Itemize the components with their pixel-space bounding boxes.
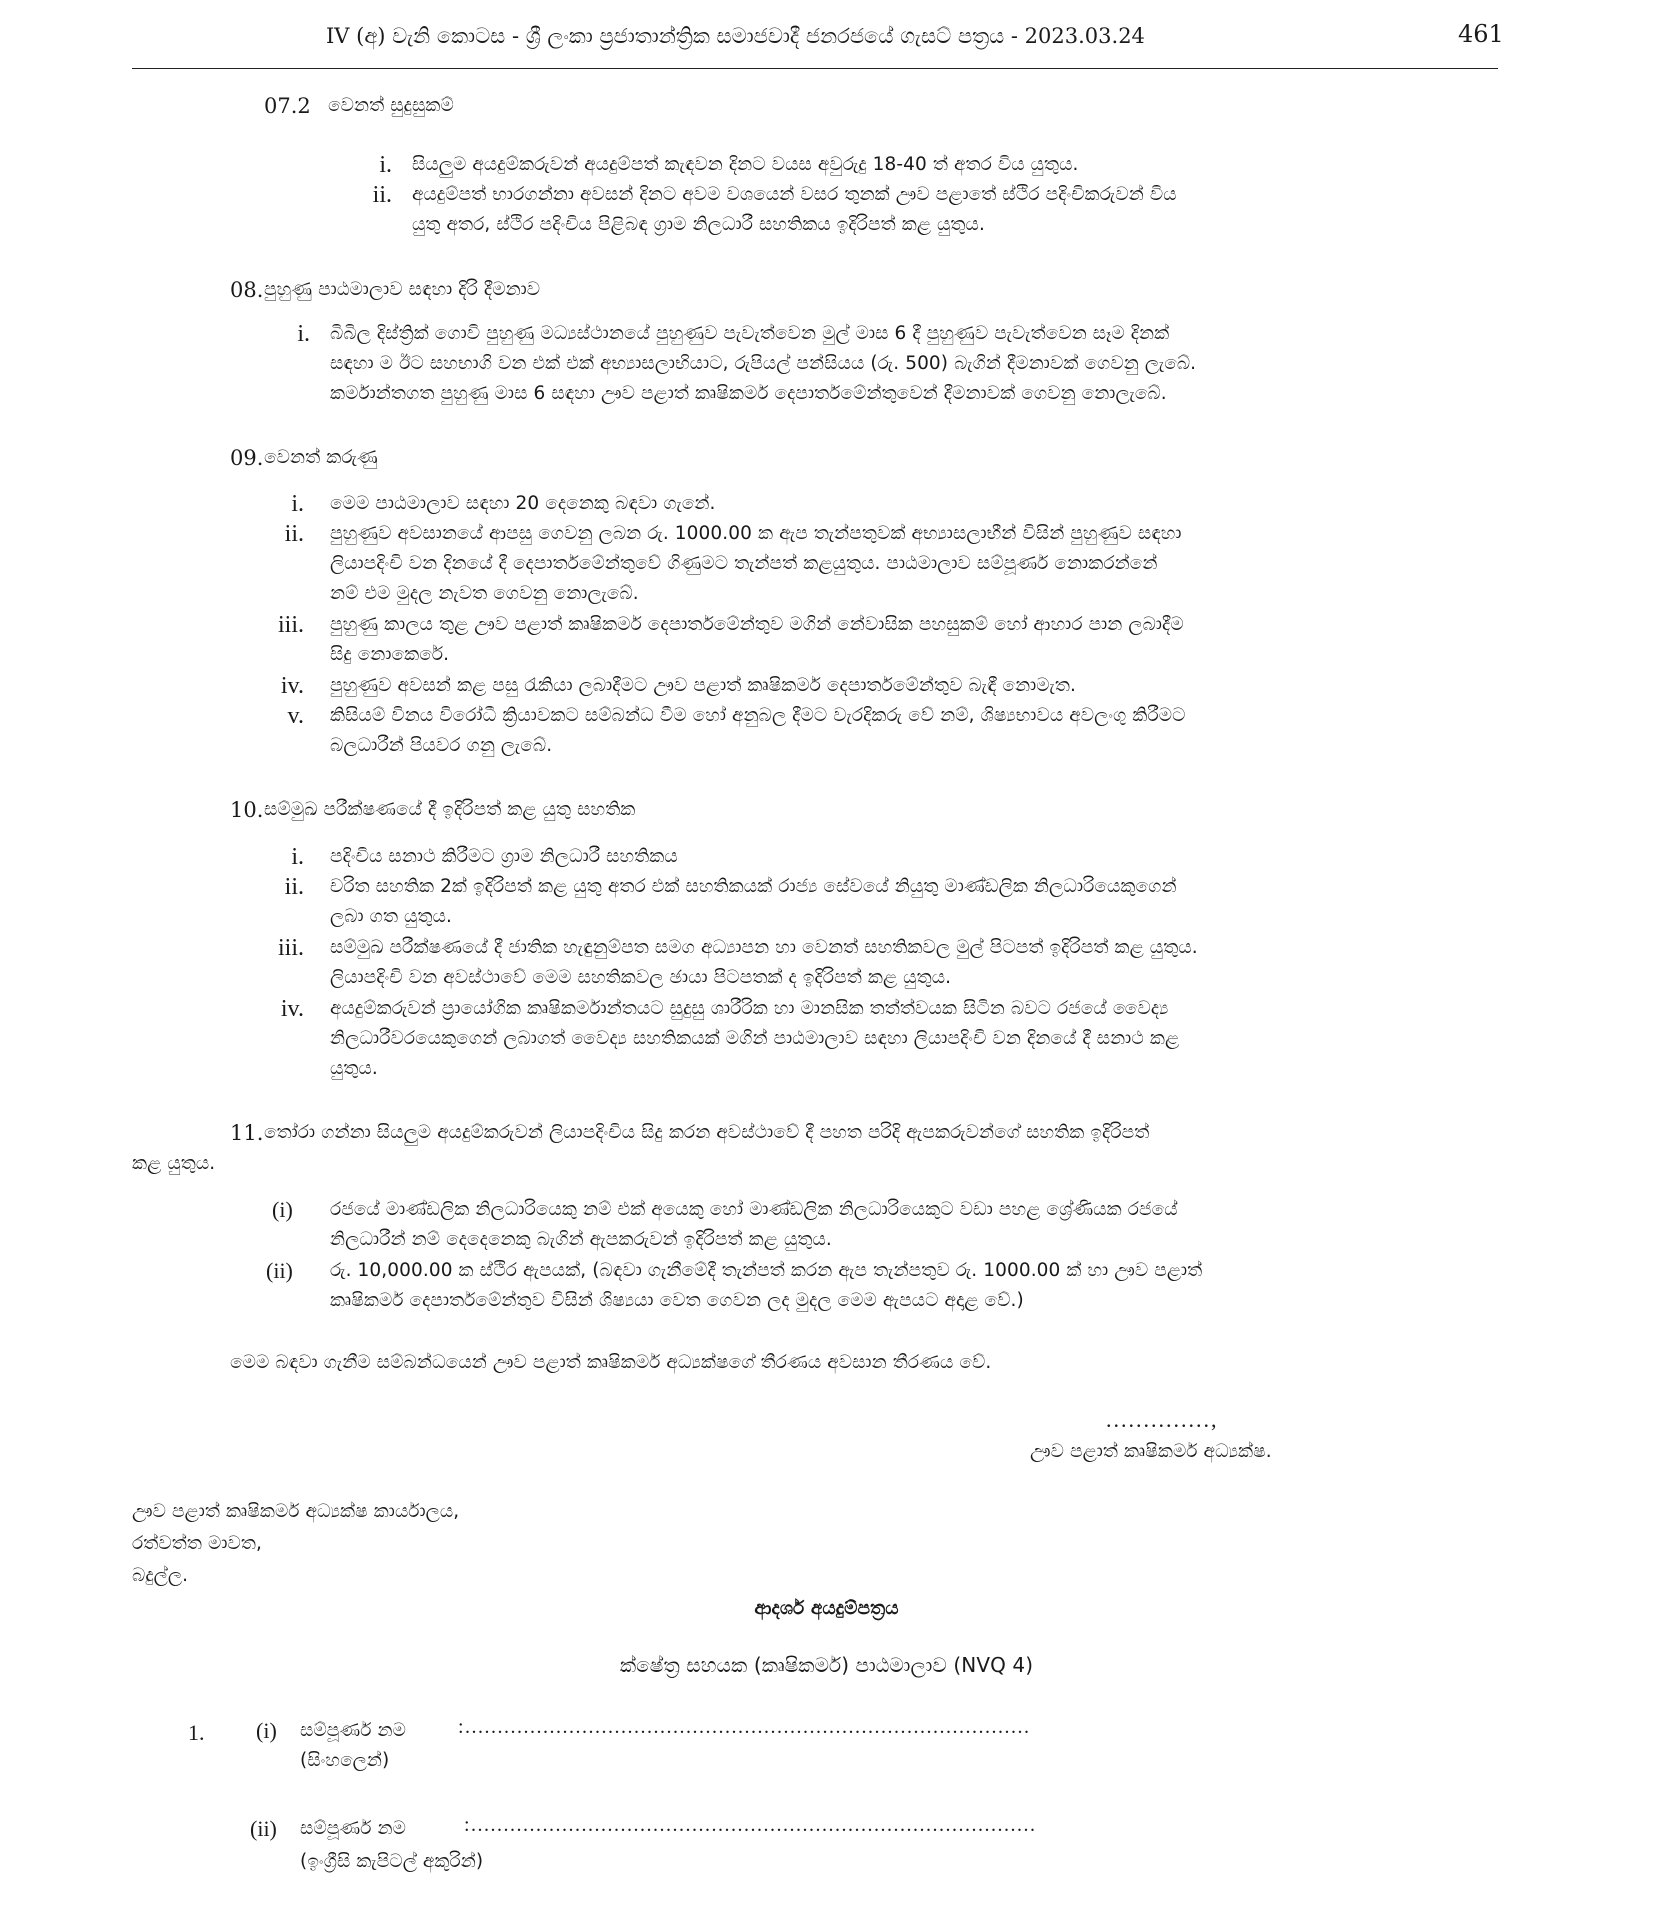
sec-07-2-item-text: යුතු අතර, ස්ථිර පදිංචිය පිළිබඳ ග්‍රාම නිලධාරී සහතිකය ඉදිරිපත් කළ යුතුය. [412, 214, 985, 235]
sec-09-item-text: පුහුණුව අවසන් කළ පසු රැකියා ලබාදීමට ඌව පළාත් කෘෂිකර්ම දෙපාර්තමේන්තුව බැඳී නොමැත. [330, 675, 1076, 696]
sec-11-item-num: (ii) [266, 1258, 293, 1283]
sec-09-item-num: iv. [280, 673, 304, 699]
sec-11-item-num: (i) [272, 1197, 293, 1222]
section-08-heading: පුහුණු පාඨමාලාව සඳහා දිරි දීමනාව [264, 279, 541, 300]
sec-11-item-text: රු. 10,000.00 ක ස්ථිර ඇපයක්, (බඳවා ගැනීමේදී තැන්පත් කරන ඇප තැන්පතුව රු. 1000.00 ක් හා ඌව පළාත් [330, 1260, 1203, 1281]
sec-10-item-text: නිලධාරීවරයෙකුගෙන් ලබාගත් වෛද්‍ය සහතිකයක් මගින් පාඨමාලාව සඳහා ලියාපදිංචි වන දිනයේ දී සනාථ කළ [330, 1028, 1180, 1049]
sec-10-item-num: iii. [277, 935, 304, 961]
sec-08-item-num: i. [297, 321, 310, 347]
closing-statement: මෙම බඳවා ගැනීම සම්බන්ධයෙන් ඌව පළාත් කෘෂිකර්ම අධ්‍යක්ෂගේ තීරණය අවසාන තීරණය වේ. [230, 1352, 992, 1373]
sec-11-item-text: රජයේ මාණ්ඩලික නිලධාරියෙකු නම් එක් අයෙකු හෝ මාණ්ඩලික නිලධාරියෙකුට වඩා පහළ ශ්‍රේණියක රජයේ [330, 1199, 1178, 1220]
sec-10-item-text: ලියාපදිංචි වන අවස්ථාවේ මෙම සහතිකවල ඡායා පිටපතක් ද ඉදිරිපත් කළ යුතුය. [330, 967, 952, 988]
sec-09-item-text: සිදු නොකෙරේ. [330, 644, 450, 665]
sec-08-item-text: සඳහා ම ඊට සහභාගි වන එක් එක් අභ්‍යාසලාභියාට, රුපියල් පන්සියය (රු. 500) බැගින් දීමනාවක් ගෙවනු ලැබේ. [330, 353, 1197, 374]
address-line: ඌව පළාත් කෘෂිකර්ම අධ්‍යක්ෂ කාර්යාලය, [132, 1501, 460, 1522]
full-name-english-field: :....................................................................................... [464, 1814, 1037, 1836]
sec-10-item-num: iv. [280, 996, 304, 1022]
address-line: රත්වත්ත මාවත, [132, 1533, 263, 1554]
full-name-sinhala-hint: (සිංහලෙන්) [300, 1750, 390, 1771]
section-11-number: 11. [230, 1121, 264, 1145]
section-08-number: 08. [230, 278, 264, 302]
sec-10-item-num: i. [291, 844, 304, 870]
sec-07-2-item-num: i. [379, 152, 392, 178]
sec-10-item-text: අයදුම්කරුවන් ප්‍රායෝගික කෘෂිකර්මාන්තයට සුදුසු ශාරීරික හා මානසික තත්ත්වයක සිටින බවට රජයේ වෛද්‍ය [330, 998, 1169, 1019]
sec-09-item-text: මෙම පාඨමාලාව සඳහා 20 දෙනෙකු බඳවා ගැනේ. [330, 493, 716, 514]
section-10-number: 10. [230, 798, 264, 822]
section-09-number: 09. [230, 446, 264, 470]
section-07-2-heading: වෙනත් සුදුසුකම් [328, 95, 454, 116]
sec-10-item-text: සම්මුඛ පරීක්ෂණයේ දී ජාතික හැඳුනුම්පත සමග අධ්‍යාපන හා වෙනත් සහතිකවල මුල් පිටපත් ඉදිරිපත් කළ යුතුය. [330, 937, 1198, 958]
signature-dots: .............., [1106, 1407, 1219, 1432]
sec-10-item-text: පදිංචිය සනාථ කිරීමට ග්‍රාම නිලධාරී සහතිකය [330, 846, 678, 867]
form-question-number: 1. [188, 1720, 205, 1745]
section-07-2-number: 07.2 [264, 94, 311, 118]
sec-07-2-item-text: සියලුම අයදුම්කරුවන් අයදුම්පත් කැඳවන දිනට වයස අවුරුදු 18-40 ත් අතර විය යුතුය. [412, 154, 1079, 175]
form-title: ආදර්ශ අයදුම්පත්‍රය [754, 1598, 899, 1619]
sec-09-item-text: පුහුණු කාලය තුළ ඌව පළාත් කෘෂිකර්ම දෙපාර්තමේන්තුව මගින් නේවාසික පහසුකම් හෝ ආහාර පාන ලබාදීම [330, 614, 1184, 635]
sec-09-item-num: iii. [277, 612, 304, 638]
sec-11-item-text: නිලධාරීන් නම් දෙදෙනෙකු බැගින් ඇපකරුවන් ඉදිරිපත් කළ යුතුය. [330, 1229, 832, 1250]
full-name-english-label: සම්පූර්ණ නම [300, 1818, 406, 1839]
full-name-sinhala-label: සම්පූර්ණ නම [300, 1720, 406, 1741]
sec-09-item-text: කිසියම් විනය විරෝධී ක්‍රියාවකට සම්බන්ධ වීම හෝ අනුබල දීමට වැරදිකරු වේ නම්, ශිෂ්‍යභාවය අවලංගු කිරීමට [330, 705, 1186, 726]
form-subtitle: ක්ෂේත්‍ර සහයක (කෘෂිකර්ම) පාඨමාලාව (NVQ 4) [619, 1653, 1034, 1677]
sec-08-item-text: කර්මාන්තගත පුහුණු මාස 6 සඳහා ඌව පළාත් කෘෂිකර්ම දෙපාර්තමේන්තුවෙන් දීමනාවක් ගෙවනු නොලැබේ. [330, 383, 1167, 404]
signature-title: ඌව පළාත් කෘෂිකර්ම අධ්‍යක්ෂ. [1030, 1441, 1272, 1462]
page-header-title: IV (අ) වැනි කොටස - ශ්‍රී ලංකා ප්‍රජාතාන්ත්‍රික සමාජවාදී ජනරජයේ ගැසට් පත්‍රය - 2023.03.24 [326, 24, 1145, 48]
sec-09-item-text: ලියාපදිංචි වන දිනයේ දී දෙපාර්තමේන්තුවේ ගිණුමට තැන්පත් කළයුතුය. පාඨමාලාව සම්පූර්ණ නොකරන්නේ [330, 553, 1158, 574]
section-11-heading: තෝරා ගන්නා සියලුම අයදුම්කරුවන් ලියාපදිංචිය සිදු කරන අවස්ථාවේ දී පහත පරිදි ඇපකරුවන්ගේ සහතික ඉදිරිපත් [264, 1122, 1150, 1143]
section-11-heading-cont: කළ යුතුය. [132, 1153, 216, 1174]
full-name-sinhala-field: :....................................................................................... [458, 1716, 1031, 1738]
sec-09-item-text: බලධාරීන් පියවර ගනු ලැබේ. [330, 735, 553, 756]
sec-09-item-num: i. [291, 491, 304, 517]
sec-07-2-item-text: අයදුම්පත් භාරගන්නා අවසන් දිනට අවම වශයෙන් වසර තුනක් ඌව පළාතේ ස්ථිර පදිංචිකරුවන් විය [412, 184, 1177, 205]
sec-09-item-num: ii. [284, 521, 304, 547]
form-field-number: (i) [256, 1718, 277, 1743]
form-field-number: (ii) [250, 1816, 277, 1841]
sec-09-item-num: v. [287, 703, 304, 729]
section-09-heading: වෙනත් කරුණු [264, 447, 378, 468]
sec-07-2-item-num: ii. [372, 182, 392, 208]
sec-09-item-text: නම් එම මුදල නැවත ගෙවනු නොලැබේ. [330, 583, 639, 604]
sec-10-item-text: ලබා ගත යුතුය. [330, 906, 452, 927]
section-10-heading: සම්මුඛ පරීක්ෂණයේ දී ඉදිරිපත් කළ යුතු සහතික [264, 799, 636, 820]
page-number: 461 [1458, 20, 1504, 48]
sec-10-item-text: යුතුය. [330, 1058, 378, 1079]
full-name-english-hint: (ඉංග්‍රීසි කැපිටල් අකුරින්) [300, 1851, 484, 1872]
sec-11-item-text: කෘෂිකර්ම දෙපාර්තමේන්තුව විසින් ශිෂ්‍යයා වෙත ගෙවන ලද මුදල මෙම ඇපයට අදාළ වේ.) [330, 1290, 1024, 1311]
sec-08-item-text: බිබිල දිස්ත්‍රික් ගොවි පුහුණු මධ්‍යස්ථානයේ පුහුණුව පැවැත්වෙන මුල් මාස 6 දී පුහුණුව පැවැත්වෙන සෑම දිනක් [330, 323, 1170, 344]
sec-09-item-text: පුහුණුව අවසානයේ ආපසු ගෙවනු ලබන රු. 1000.00 ක ඇප තැන්පතුවක් අභ්‍යාසලාභීන් විසින් පුහුණුව සඳහා [330, 523, 1182, 544]
header-rule [132, 68, 1498, 69]
address-line: බදුල්ල. [132, 1565, 189, 1586]
sec-10-item-num: ii. [284, 874, 304, 900]
sec-10-item-text: චරිත සහතික 2ක් ඉදිරිපත් කළ යුතු අතර එක් සහතිකයක් රාජ්‍ය සේවයේ නියුතු මාණ්ඩලික නිලධාරියෙකුගෙන් [330, 876, 1177, 897]
